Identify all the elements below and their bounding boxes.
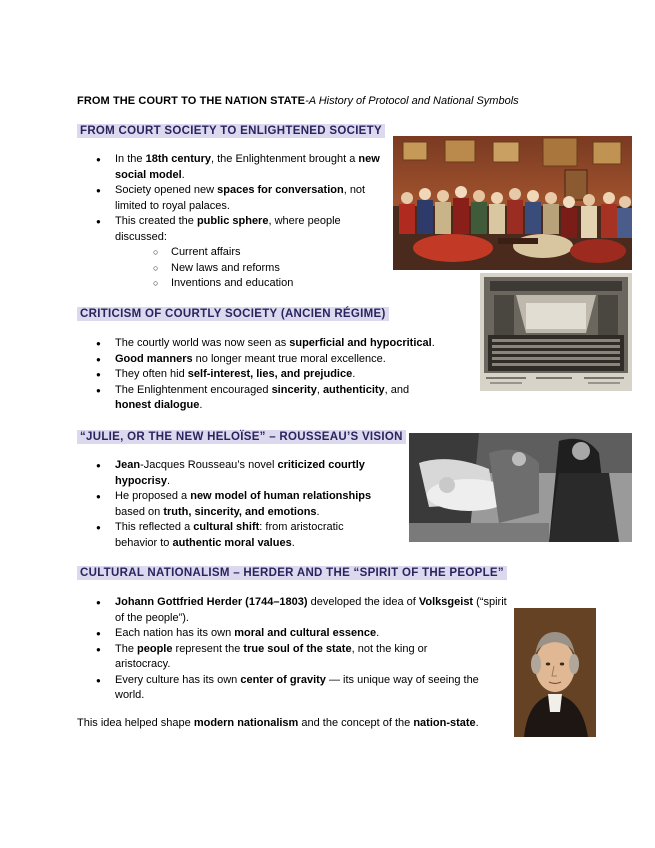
bold-text: Good manners (115, 352, 193, 365)
bold-text: spaces for conversation (217, 184, 344, 196)
text-run: Society opened new (115, 184, 218, 196)
bold-text: true soul of the state (243, 642, 352, 655)
text-run: They often hid (115, 368, 188, 380)
list-item (96, 183, 386, 214)
text-run: . (376, 627, 380, 639)
list-item (96, 383, 435, 414)
text-run: : from aristocratic behavior to (115, 521, 344, 549)
bold-text: moral and cultural essence (234, 627, 377, 639)
julie-engraving-image (409, 433, 632, 542)
bold-text: honest dialogue (115, 399, 200, 411)
sub-list-item: ○ Current affairs (153, 245, 386, 261)
text-run: Each nation has its own (115, 627, 235, 639)
text-run: . (316, 505, 320, 518)
text-run: — its unique way of seeing the world. (115, 673, 479, 701)
bold-text: authentic moral values (172, 536, 292, 549)
text-run: . (431, 337, 435, 349)
title-main: FROM THE COURT TO THE NATION STATE (77, 95, 306, 107)
text-run: . (352, 368, 356, 380)
text-run: He proposed a (115, 490, 191, 502)
text-run: -Jacques Rousseau’s novel (140, 459, 278, 471)
section-3-bullets (96, 458, 386, 551)
list-item (96, 626, 508, 642)
text-run: In the (115, 153, 146, 165)
document-title (77, 95, 519, 107)
discussion-topics-list (115, 245, 386, 292)
text-run: . (166, 474, 171, 487)
text-run: , not the king or aristocracy. (115, 642, 428, 670)
bold-text: criticized courtly hypocrisy (115, 459, 365, 487)
section-2-bullets (96, 336, 471, 414)
list-item (96, 673, 508, 704)
text-run: , (316, 383, 323, 396)
section-heading-criticism: CRITICISM OF COURTLY SOCIETY (ANCIEN RÉGIME) (77, 307, 389, 321)
theatre-engraving-graphic (480, 273, 632, 391)
section-heading-court-society: FROM COURT SOCIETY TO ENLIGHTENED SOCIETY (77, 124, 385, 138)
bold-text: 18th century (145, 153, 211, 165)
sub-list-item: ○ New laws and reforms (153, 261, 386, 277)
julie-engraving-graphic (409, 433, 632, 542)
text-run: (“spirit of the people”). (115, 596, 507, 624)
bold-text: center of gravity (240, 673, 326, 686)
bold-text: new social model (115, 153, 380, 181)
text-run: . (181, 168, 185, 181)
theatre-engraving-image (480, 273, 632, 391)
text-run: The Enlightenment encouraged (115, 383, 272, 396)
list-item (96, 352, 471, 368)
bold-text: sincerity (271, 383, 317, 396)
bold-text: nation-state (413, 717, 476, 729)
title-subtitle: -A History of Protocol and National Symbols (305, 95, 519, 107)
bold-text: superficial and hypocritical (289, 337, 432, 349)
bold-text: modern nationalism (193, 717, 299, 729)
text-run: . (199, 399, 203, 411)
section-1-bullets (96, 152, 386, 292)
text-run: . (475, 717, 479, 729)
list-item (96, 642, 445, 673)
text-run: . (291, 536, 295, 549)
bold-text: Johann Gottfried Herder (1744–1803) (115, 596, 308, 608)
section-heading-rousseau: “JULIE, OR THE NEW HELOÏSE” – ROUSSEAU’S VISION (77, 430, 406, 444)
list-item (96, 595, 508, 626)
bold-text: self-interest, lies, and prejudice (187, 368, 353, 380)
sub-list-item: ○ Inventions and education (153, 276, 386, 292)
bold-text: Jean (115, 459, 141, 471)
text-run: This created the (115, 215, 197, 227)
herder-portrait-graphic (514, 608, 596, 737)
list-item (96, 367, 471, 383)
text-run: , and (384, 383, 410, 396)
closing-paragraph (77, 716, 497, 732)
bold-text: people (137, 642, 173, 655)
section-4-bullets (96, 595, 508, 704)
text-run: This idea helped shape (77, 717, 194, 729)
text-run: , not limited to royal palaces. (115, 184, 366, 212)
text-run: , the Enlightenment brought a (211, 153, 359, 165)
text-run: and the concept of the (298, 717, 414, 729)
list-item (96, 152, 386, 183)
text-run: no longer meant true moral excellence. (192, 352, 386, 365)
list-item (96, 489, 386, 520)
bold-text: authenticity (322, 383, 385, 396)
list-item (96, 520, 386, 551)
bold-text: new model of human relationships (190, 490, 372, 502)
bold-text: truth, sincerity, and emotions (163, 505, 317, 518)
text-run: The courtly world was now seen as (115, 337, 290, 349)
salon-painting-image (393, 136, 632, 270)
text-run: , where people discussed: (115, 215, 341, 243)
list-item (96, 214, 386, 292)
list-item (96, 458, 386, 489)
text-run: Every culture has its own (115, 673, 241, 686)
bold-text: public sphere (196, 215, 269, 227)
bold-text: Volksgeist (418, 596, 474, 608)
text-run: developed the idea of (307, 596, 419, 608)
salon-painting-graphic (393, 136, 632, 270)
section-heading-herder: CULTURAL NATIONALISM – HERDER AND THE “SPIRIT OF THE PEOPLE” (77, 566, 507, 580)
text-run: represent the (172, 642, 244, 655)
text-run: This reflected a (115, 521, 194, 533)
bold-text: cultural shift (193, 521, 260, 533)
text-run: based on (115, 505, 164, 518)
list-item (96, 336, 471, 352)
text-run: The (115, 642, 138, 655)
herder-portrait-image (514, 608, 596, 737)
